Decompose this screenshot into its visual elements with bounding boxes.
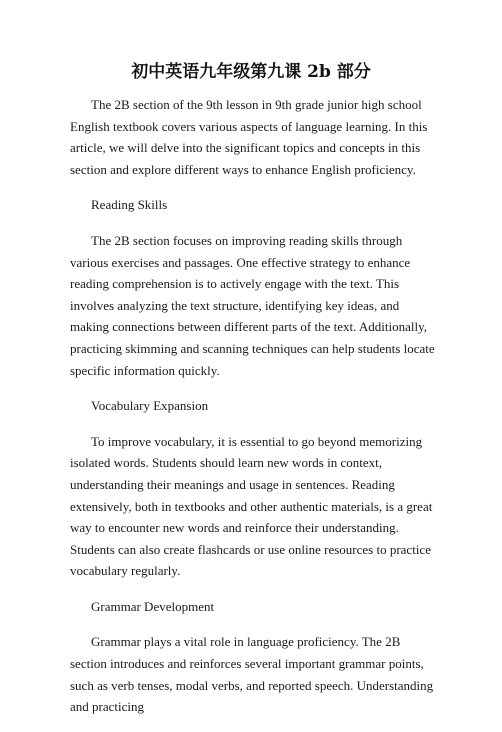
section-body-reading-skills: The 2B section focuses on improving reading skills through various exercises and passages. One effective strategy to enhance reading comprehension is to actively engage with the text. This involves analyzing the text structure, identifying key ideas, and making connections between different parts of the text. Additionally, practicing skimming and scanning techniques can help students locate specific information quickly.	[70, 232, 435, 378]
section-body-vocabulary-expansion: To improve vocabulary, it is essential to go beyond memorizing isolated words. Students should learn new words in context, understanding their meanings and usage in sentences. Reading extensively, both in textbooks and other authentic materials, is a great way to encounter new words and reinforce their understanding. Students can also create flashcards or use online resources to practice vocabulary regularly.	[70, 433, 433, 579]
section-heading-grammar-development: Grammar Development	[91, 598, 215, 614]
document-title: 初中英语九年级第九课 2b 部分	[131, 62, 371, 82]
intro-paragraph: The 2B section of the 9th lesson in 9th grade junior high school English textbook covers various aspects of language learning. In this article, we will delve into the significant topics and concepts in this section and explore different ways to enhance English proficiency.	[70, 97, 428, 177]
section-heading-vocabulary-expansion: Vocabulary Expansion	[91, 398, 209, 414]
section-body-grammar-development: Grammar plays a vital role in language proficiency. The 2B section introduces and reinforces several important grammar points, such as verb tenses, modal verbs, and reported speech. Understanding and practicing	[70, 634, 434, 715]
section-heading-reading-skills: Reading Skills	[91, 197, 168, 213]
document-body	[70, 94, 435, 732]
